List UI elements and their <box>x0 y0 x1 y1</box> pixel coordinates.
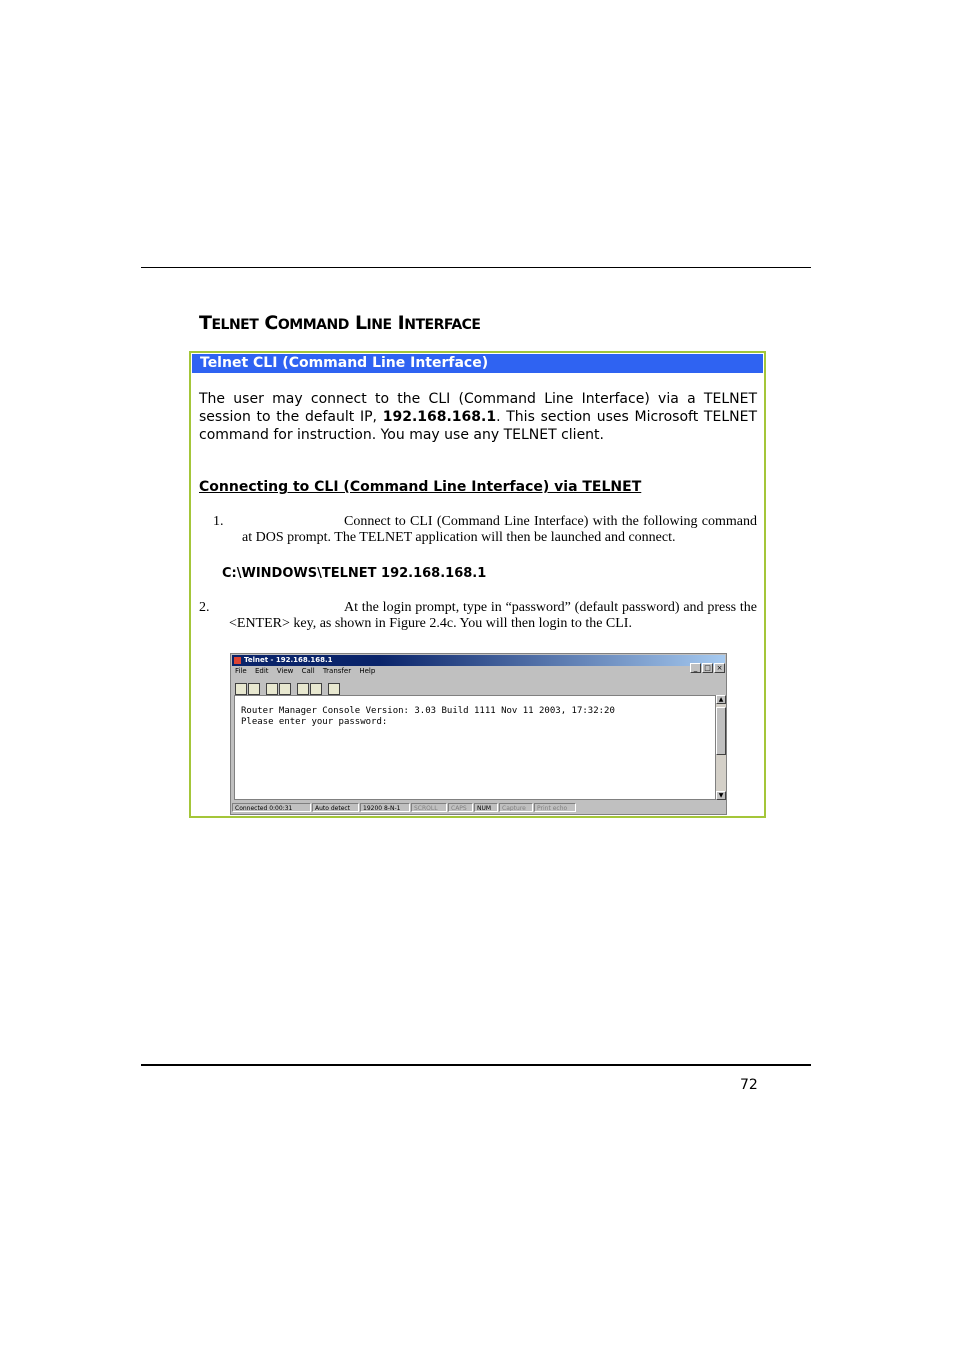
send-icon <box>297 683 309 695</box>
open-icon <box>248 683 260 695</box>
disconnect-icon <box>279 683 291 695</box>
receive-icon <box>310 683 322 695</box>
maximize-icon: □ <box>702 663 713 673</box>
telnet-window-titlebar <box>232 655 725 666</box>
new-icon <box>235 683 247 695</box>
telnet-window-title: Telnet - 192.168.168.1 <box>244 656 333 664</box>
step-2-number: 2. <box>199 600 210 615</box>
menu-transfer: Transfer <box>322 667 352 675</box>
telnet-window-screenshot <box>230 653 727 815</box>
properties-icon <box>328 683 340 695</box>
step-1-number: 1. <box>213 514 224 529</box>
status-connected: Connected 0:00:31 <box>232 803 311 812</box>
close-icon: × <box>714 663 725 673</box>
menu-edit: Edit <box>254 667 269 675</box>
menu-file: File <box>235 667 247 675</box>
telnet-menu-bar <box>235 666 381 676</box>
scroll-up-icon: ▲ <box>716 695 726 704</box>
terminal-scrollbar <box>716 695 726 800</box>
info-box <box>189 351 766 818</box>
scroll-down-icon: ▼ <box>716 791 726 800</box>
menu-view: View <box>276 667 294 675</box>
header-rule <box>141 267 811 268</box>
telnet-toolbar <box>235 678 341 692</box>
step-2-text: At the login prompt, type in “password” (default password) and press the <ENTER> key, as shown in Figure 2.4c. You will then login to the CLI. <box>229 600 757 631</box>
connect-icon <box>266 683 278 695</box>
section-title: TELNET COMMAND LINE INTERFACE <box>199 312 481 334</box>
status-print-echo: Print echo <box>534 803 576 812</box>
status-capture: Capture <box>499 803 533 812</box>
menu-help: Help <box>359 667 376 675</box>
minimize-icon: _ <box>690 663 701 673</box>
menu-call: Call <box>301 667 315 675</box>
status-scroll: SCROLL <box>411 803 447 812</box>
intro-paragraph: The user may connect to the CLI (Command Line Interface) via a TELNET session to the default IP, 192.168.168.1. This section uses Microsoft TELNET command for instruction. You may use any TELNET client. <box>199 391 757 443</box>
telnet-command: C:\WINDOWS\TELNET 192.168.168.1 <box>222 566 487 581</box>
step-1-text: Connect to CLI (Command Line Interface) with the following command at DOS prompt. The TELNET application will then be launched and connect. <box>242 514 757 545</box>
default-ip: 192.168.168.1 <box>382 409 497 425</box>
page-number: 72 <box>740 1077 758 1093</box>
status-auto-detect: Auto detect <box>312 803 359 812</box>
status-caps: CAPS <box>448 803 473 812</box>
terminal-output: Router Manager Console Version: 3.03 Build 1111 Nov 11 2003, 17:32:20 Please enter your password: <box>241 706 615 727</box>
scroll-thumb <box>716 707 726 755</box>
footer-rule <box>141 1064 811 1066</box>
subheading-connecting: Connecting to CLI (Command Line Interface) via TELNET <box>199 479 642 495</box>
telnet-status-bar <box>232 803 725 814</box>
window-controls <box>689 655 725 672</box>
status-num: NUM <box>474 803 498 812</box>
status-baud: 19200 8-N-1 <box>360 803 410 812</box>
telnet-app-icon <box>234 657 241 664</box>
info-box-header: Telnet CLI (Command Line Interface) <box>192 354 763 373</box>
terminal-area <box>234 695 716 800</box>
